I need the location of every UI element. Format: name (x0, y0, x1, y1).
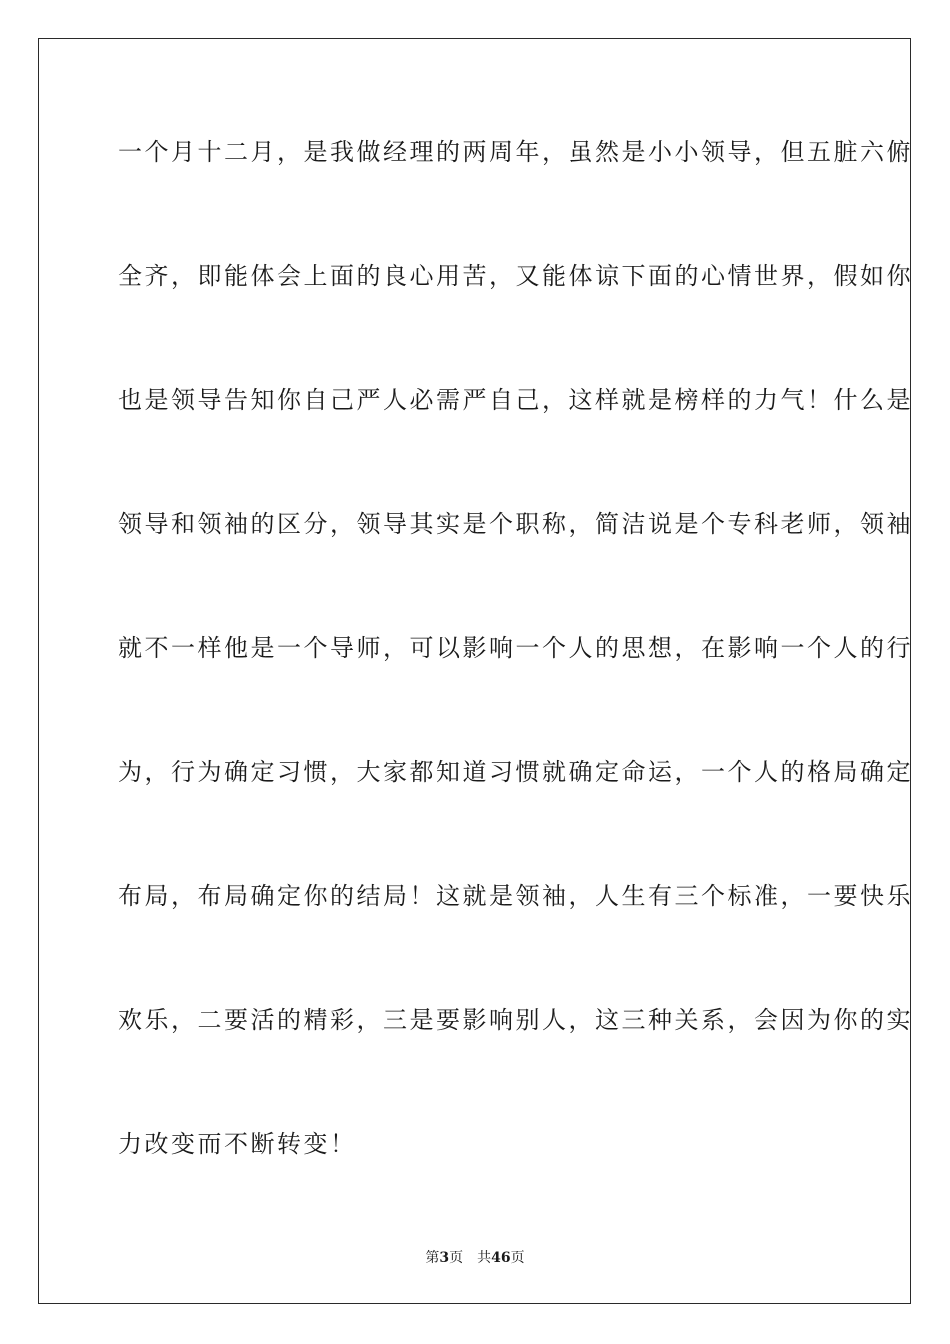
page-suffix: 页 (449, 1250, 464, 1266)
paragraph-line-6: 为，行为确定习惯，大家都知道习惯就确定命运，一个人的格局确定 (118, 758, 913, 786)
paragraph-line-5: 就不一样他是一个导师，可以影响一个人的思想，在影响一个人的行 (118, 634, 913, 662)
total-prefix: 共 (477, 1250, 492, 1266)
total-suffix: 页 (510, 1250, 525, 1266)
page-border (38, 38, 911, 1304)
paragraph-line-4: 领导和领袖的区分，领导其实是个职称，简洁说是个专科老师，领袖 (118, 510, 913, 538)
paragraph-line-8: 欢乐，二要活的精彩，三是要影响别人，这三种关系，会因为你的实 (118, 1006, 913, 1034)
paragraph-line-7: 布局，布局确定你的结局！这就是领袖，人生有三个标准，一要快乐 (118, 882, 913, 910)
paragraph-line-9: 力改变而不断转变！ (118, 1130, 357, 1158)
paragraph-line-2: 全齐，即能体会上面的良心用苦，又能体谅下面的心情世界，假如你 (118, 262, 913, 290)
paragraph-line-1: 一个月十二月，是我做经理的两周年，虽然是小小领导，但五脏六俯 (118, 138, 913, 166)
total-pages: 46 (491, 1250, 511, 1266)
page-prefix: 第 (425, 1250, 440, 1266)
page-number: 3 (439, 1250, 450, 1266)
paragraph-line-3: 也是领导告知你自己严人必需严自己，这样就是榜样的力气！什么是 (118, 386, 913, 414)
page-footer (0, 1247, 950, 1267)
